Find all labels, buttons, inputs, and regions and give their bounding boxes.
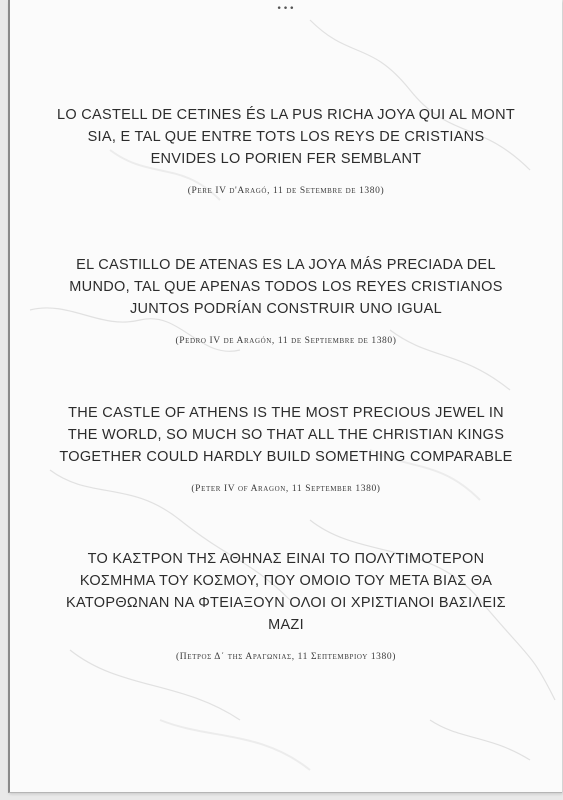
quote-citation: (Πετρος Δ΄ της Αραγωνιας, 11 Σεπτεμβριου 1380) [176,652,396,662]
quote-line: ΜΑΖΙ [268,617,304,633]
quote-line: EL CASTILLO DE ATENAS ES LA JOYA MÁS PRECIADA DEL [76,257,496,273]
quote-catalan [10,104,562,196]
page-marker: ••• [276,4,296,14]
quote-line: THE WORLD, SO MUCH SO THAT ALL THE CHRISTIAN KINGS [67,427,505,443]
quote-line: TOGETHER COULD HARDLY BUILD SOMETHING COMPARABLE [59,449,513,465]
quote-line: LO CASTELL DE CETINES ÉS LA PUS RICHA JOYA QUI AL MONT [56,107,516,123]
quote-line: MUNDO, TAL QUE APENAS TODOS LOS REYES CRISTIANOS [69,279,503,295]
quote-line: SIA, E TAL QUE ENTRE TOTS LOS REYS DE CRISTIANS [87,129,485,145]
quote-greek [10,548,562,662]
quote-line: JUNTOS PODRÍAN CONSTRUIR UNO IGUAL [129,301,443,317]
quote-line: ENVIDES LO PORIEN FER SEMBLANT [150,151,422,167]
quote-line: THE CASTLE OF ATHENS IS THE MOST PRECIOUS JEWEL IN [68,405,504,421]
quote-english [10,402,562,494]
document-page [8,0,562,793]
quote-line: ΚΑΤΟΡΘΩΝΑΝ ΝΑ ΦΤΕΙΑΞΟΥΝ ΟΛΟΙ ΟΙ ΧΡΙΣΤΙΑΝΟΙ ΒΑΣΙΛΕΙΣ [66,595,506,611]
quote-line: ΤΟ ΚΑΣΤΡΟΝ ΤΗΣ ΑΘΗΝΑΣ ΕΙΝΑΙ ΤΟ ΠΟΛΥΤΙΜΟΤΕΡΟΝ [87,551,485,567]
quote-citation: (Peter IV of Aragon, 11 September 1380) [191,484,381,494]
quote-citation: (Pedro IV de Aragón, 11 de Septiembre de 1380) [175,336,397,346]
quote-citation: (Pere IV d'Aragó, 11 de Setembre de 1380) [187,186,385,196]
quote-spanish [10,254,562,346]
quote-line: ΚΟΣΜΗΜΑ ΤΟΥ ΚΟΣΜΟΥ, ΠΟΥ ΟΜΟΙΟ ΤΟΥ ΜΕΤΑ ΒΙΑΣ ΘΑ [79,573,493,589]
